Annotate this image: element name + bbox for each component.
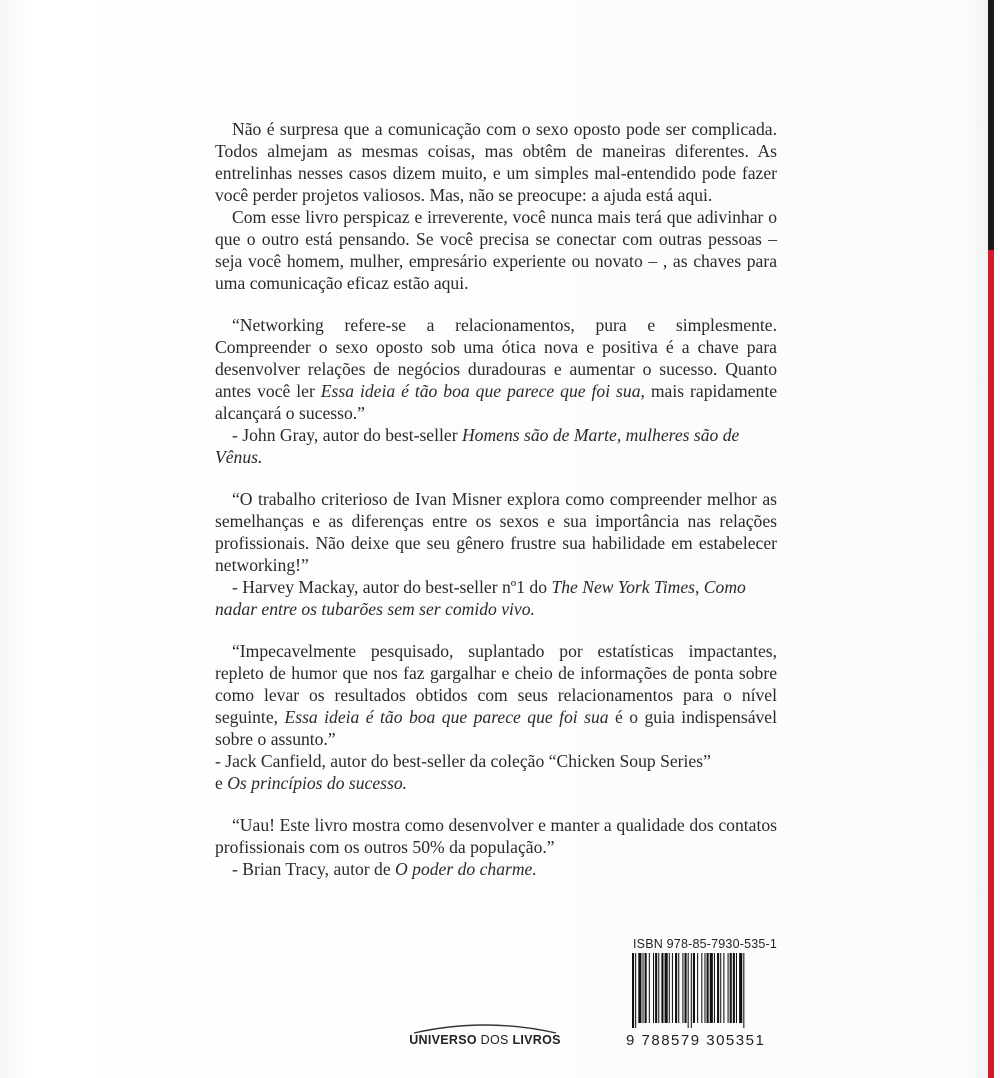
- barcode-bar: [649, 953, 650, 1023]
- attribution-canfield: - Jack Canfield, autor do best-seller da coleção “Chicken Soup Series” e Os princípios do sucesso.: [215, 751, 711, 793]
- attribution-gray: - John Gray, autor do best-seller Homens são de Marte, mulheres são de Vênus.: [215, 425, 740, 467]
- barcode-bar: [638, 953, 641, 1023]
- attribution-mackay: - Harvey Mackay, autor do best-seller nº1 do The New York Times, Como nadar entre os tubarões sem ser comido vivo.: [215, 577, 746, 619]
- barcode-bar: [714, 953, 715, 1023]
- barcode-bar: [720, 953, 721, 1023]
- barcode-bar: [723, 953, 724, 1023]
- barcode-bar: [688, 953, 689, 1028]
- publisher-arc-icon: [412, 1020, 558, 1034]
- barcode-bar: [675, 953, 677, 1023]
- barcode-bar: [658, 953, 659, 1023]
- attribution-tracy: - Brian Tracy, autor de O poder do charme.: [232, 859, 537, 879]
- barcode-bar: [743, 953, 744, 1028]
- blurb-paragraph-2: Com esse livro perspicaz e irreverente, você nunca mais terá que adivinhar o que o outro está pensando. Se você precisa se conectar com outras pessoas – seja você homem, mulher, empresário experiente ou novato – , as chaves para uma comunicação eficaz estão aqui.: [215, 207, 777, 293]
- barcode-bar: [653, 953, 654, 1023]
- barcode-bar: [685, 953, 687, 1023]
- quote-gray: “Networking refere-se a relacionamentos, pura e simplesmente. Compreender o sexo oposto sob uma ótica nova e positiva é a chave para desenvolver relações de negócios duradouras e aumentar o sucesso. Quanto antes você ler Essa ideia é tão boa que parece que foi sua, mais rapidamente alcançará o sucesso.”: [215, 315, 777, 423]
- barcode-bar: [635, 953, 636, 1028]
- barcode-bar: [643, 953, 644, 1023]
- quote-mackay: “O trabalho criterioso de Ivan Misner explora como compreender melhor as semelhanças e as diferenças entre os sexos e sua importância nas relações profissionais. Não deixe que seu gênero frustre sua habilidade em estabelecer networking!”: [215, 489, 777, 575]
- barcode-bar: [730, 953, 732, 1023]
- barcode-bar: [661, 953, 663, 1023]
- back-cover-text: [215, 118, 777, 880]
- barcode-bar: [669, 953, 670, 1023]
- page-edge: [994, 0, 1000, 1078]
- barcode-bar: [736, 953, 737, 1023]
- blurb-paragraph-1: Não é surpresa que a comunicação com o sexo oposto pode ser complicada. Todos almejam as mesmas coisas, mas obtêm de maneiras diferentes. As entrelinhas nesses casos dizem muito, e um simples mal-entendido pode fazer você perder projetos valiosos. Mas, não se preocupe: a ajuda está aqui.: [215, 119, 777, 205]
- barcode-bar: [717, 953, 719, 1023]
- barcode-bar: [707, 953, 709, 1023]
- barcode-digits: 9 788579 305351: [626, 1032, 766, 1049]
- publisher-logo: [400, 1020, 570, 1050]
- barcode-bar: [645, 953, 647, 1023]
- barcode-bar: [728, 953, 729, 1023]
- barcode-bar: [710, 953, 713, 1023]
- barcode-bar: [733, 953, 735, 1023]
- barcode-bar: [655, 953, 657, 1023]
- barcode-bar: [682, 953, 683, 1023]
- barcode-bar: [704, 953, 705, 1023]
- quote-canfield: “Impecavelmente pesquisado, suplantado por estatísticas impactantes, repleto de humor que nos faz gargalhar e cheio de informações de ponta sobre como levar os resultados obtidos com seus relacionamentos para o nível seguinte, Essa ideia é tão boa que parece que foi sua é o guia indispensável sobre o assunto.”: [215, 641, 778, 749]
- barcode-bar: [693, 953, 695, 1023]
- barcode-bar: [701, 953, 702, 1023]
- publisher-name: UNIVERSO DOS LIVROS: [409, 1033, 561, 1047]
- barcode-bar: [691, 953, 692, 1028]
- barcode: [632, 953, 782, 1028]
- barcode-bar: [632, 953, 634, 1028]
- barcode-bar: [678, 953, 679, 1023]
- barcode-bar: [672, 953, 673, 1023]
- barcode-bar: [697, 953, 698, 1023]
- barcode-bar: [739, 953, 742, 1023]
- barcode-bar: [665, 953, 668, 1023]
- quote-tracy: “Uau! Este livro mostra como desenvolver e manter a qualidade dos contatos profissionais com os outros 50% da população.”: [215, 815, 777, 857]
- isbn-label: ISBN 978-85-7930-535-1: [633, 937, 778, 951]
